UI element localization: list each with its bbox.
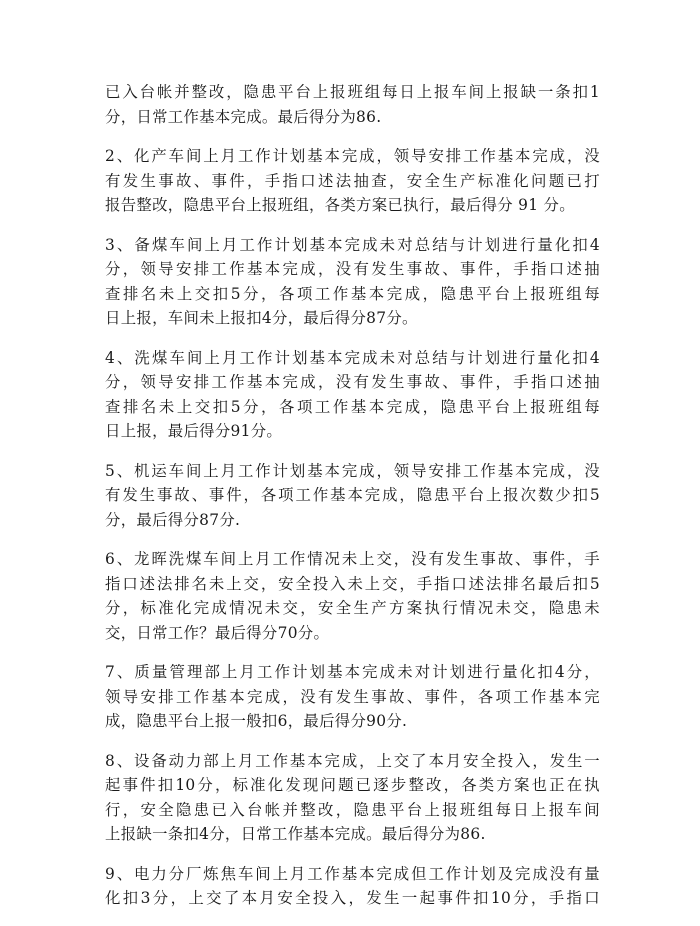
paragraph-2 [105, 144, 600, 218]
text-line: 分，标准化完成情况未交，安全生产方案执行情况未交，隐患未 [105, 599, 600, 617]
text-line: 有发生事故、事件，手指口述法抽查，安全生产标准化问题已打 [105, 171, 600, 190]
paragraph-3 [105, 233, 600, 331]
text-line: 上报缺一条扣4分，日常工作基本完成。最后得分为86. [105, 825, 486, 843]
text-line: 8、设备动力部上月工作基本完成，上交了本月安全投入，发生一 [105, 751, 600, 770]
paragraph-5 [105, 459, 600, 533]
text-line: 行，安全隐患已入台帐并整改，隐患平台上报班组每日上报车间 [105, 800, 600, 819]
text-line: 7、质量管理部上月工作计划基本完成未对计划进行量化扣4分， [105, 663, 600, 681]
paragraph-6 [105, 547, 600, 645]
text-line: 成，隐患平台上报一般扣6，最后得分90分. [105, 712, 408, 730]
text-line: 领导安排工作基本完成，没有发生事故、事件，各项工作基本完 [105, 687, 600, 706]
paragraph-4 [105, 346, 600, 444]
text-line: 6、龙晖洗煤车间上月工作情况未上交，没有发生事故、事件，手 [105, 550, 600, 568]
text-line: 起事件扣10分，标准化发现问题已逐步整改，各类方案也正在执 [105, 776, 600, 794]
text-line: 化扣3分，上交了本月安全投入，发生一起事件扣10分，手指口 [105, 889, 600, 907]
text-line: 分，领导安排工作基本完成，没有发生事故、事件，手指口述抽 [105, 373, 600, 391]
paragraph-8 [105, 749, 600, 847]
text-line: 分，领导安排工作基本完成，没有发生事故、事件，手指口述抽 [105, 260, 600, 278]
text-line: 2、化产车间上月工作计划基本完成，领导安排工作基本完成，没 [105, 147, 600, 165]
text-line: 查排名未上交扣5分，各项工作基本完成，隐患平台上报班组每 [105, 284, 600, 303]
text-line: 日上报，最后得分91分。 [105, 422, 283, 440]
text-line: 已入台帐并整改，隐患平台上报班组每日上报车间上报缺一条扣1 [105, 83, 600, 101]
text-line: 9、电力分厂炼焦车间上月工作基本完成但工作计划及完成没有量 [105, 864, 600, 883]
text-line: 5、机运车间上月工作计划基本完成，领导安排工作基本完成，没 [105, 461, 600, 480]
text-line: 报告整改，隐患平台上报班组，各类方案已执行，最后得分 91 分。 [105, 196, 575, 214]
text-line: 有发生事故、事件，各项工作基本完成，隐患平台上报次数少扣5 [105, 486, 600, 504]
paragraph-9 [105, 862, 600, 911]
text-line: 分，日常工作基本完成。最后得分为86. [105, 107, 382, 126]
paragraph-1 [105, 80, 600, 129]
text-line: 指口述法排名未上交，安全投入未上交，手指口述法排名最后扣5 [105, 574, 600, 593]
document-body [105, 80, 600, 926]
text-line: 查排名未上交扣5分，各项工作基本完成，隐患平台上报班组每 [105, 397, 600, 416]
text-line: 4、洗煤车间上月工作计划基本完成未对总结与计划进行量化扣4 [105, 348, 600, 367]
text-line: 分，最后得分87分. [105, 510, 241, 529]
text-line: 3、备煤车间上月工作计划基本完成未对总结与计划进行量化扣4 [105, 235, 600, 254]
text-line: 日上报，车间未上报扣4分，最后得分87分。 [105, 309, 418, 327]
text-line: 交，日常工作？最后得分70分。 [105, 623, 330, 642]
paragraph-7 [105, 660, 600, 734]
